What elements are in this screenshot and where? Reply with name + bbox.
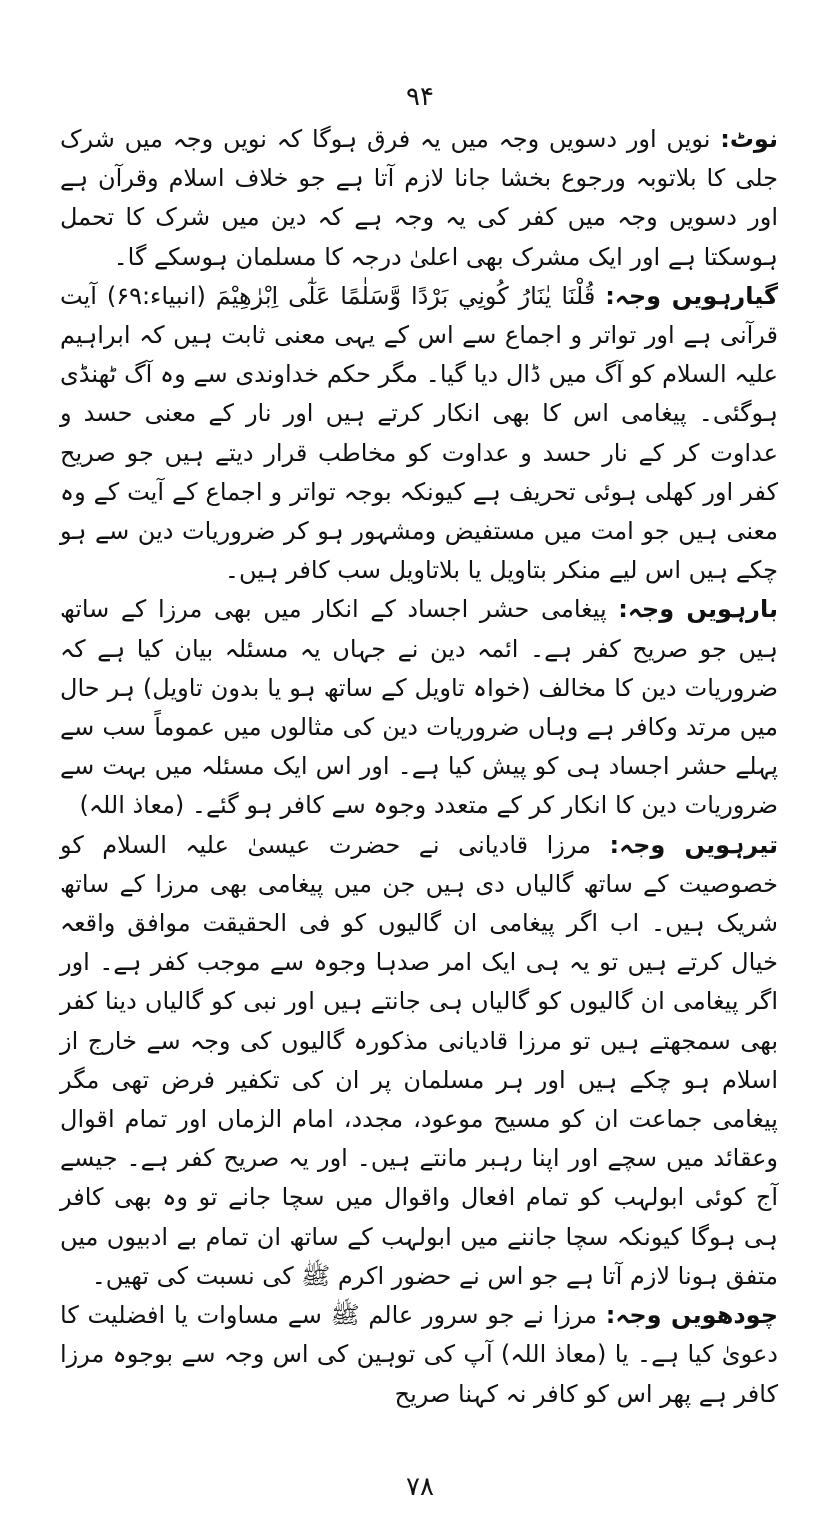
paragraph-thirteenth-reason	[60, 826, 778, 1296]
paragraph-body: مرزا قادیانی نے حضرت عیسیٰ علیہ السلام کو خصوصیت کے ساتھ گالیاں دی ہیں جن میں پیغامی بھی مرزا کے ساتھ شریک ہیں۔ اب اگر پیغامی ان گالیوں کو فی الحقیقت موافق واقعہ خیال کرتے ہیں تو یہ ہی ایک امر صدہا وجوہ سے موجب کفر ہے۔ اور اگر پیغامی ان گالیوں کو گالیاں ہی جانتے ہیں اور نبی کو گالیاں دینا کفر بھی سمجھتے ہیں تو مرزا قادیانی مذکورہ گالیوں کی وجہ سے خارج از اسلام ہو چکے ہیں اور ہر مسلمان پر ان کی تکفیر فرض تھی مگر پیغامی جماعت ان کو مسیح موعود، مجدد، امام الزماں اور تمام اقوال وعقائد میں سچے اور اپنا رہبر مانتے ہیں۔ اور یہ صریح کفر ہے۔ جیسے آج کوئی ابولہب کو تمام افعال واقوال میں سچا جانے تو وہ بھی کافر ہی ہوگا کیونکہ سچا جاننے میں ابولہب کے ساتھ ان تمام بے ادبیوں میں متفق ہونا لازم آتا ہے جو اس نے حضور اکرم ﷺ کی نسبت کی تھیں۔	[60, 830, 778, 1290]
paragraph-label: گیارہویں وجہ:	[605, 281, 779, 310]
body-text	[60, 120, 778, 1414]
paragraph-label: بارہویں وجہ:	[618, 595, 778, 624]
paragraph-label: تیرہویں وجہ:	[609, 830, 778, 859]
page-number-bottom: ۷۸	[406, 1472, 434, 1502]
paragraph-body: مرزا نے جو سرور عالم ﷺ سے مساوات یا افضلیت کا دعویٰ کیا ہے۔ یا (معاذ اللہ) آپ کی توہین کی اس وجہ سے بوجوہ مرزا کافر ہے پھر اس کو کافر نہ کہنا صریح	[60, 1301, 778, 1408]
paragraph-body: نویں اور دسویں وجہ میں یہ فرق ہوگا کہ نویں وجہ میں شرک جلی کا بلاتوبہ ورجوع بخشا جانا لازم آتا ہے جو خلاف اسلام وقرآن ہے اور دسویں وجہ میں کفر کی یہ وجہ ہے کہ دین میں شرک کا تحمل ہوسکتا ہے اور ایک مشرک بھی اعلیٰ درجہ کا مسلمان ہوسکے گا۔	[60, 125, 778, 271]
paragraph-label: نوٹ:	[720, 125, 778, 153]
page-number-top: ۹۴	[406, 82, 434, 112]
paragraph-twelfth-reason	[60, 590, 778, 825]
paragraph-body: قُلْنَا يٰنَارُ كُونِي بَرْدًا وَّسَلٰمًا عَلٰٓى اِبْرٰهِيْمَ (انبیاء:۶۹) آیت قرآنی ہے اور تواتر و اجماع سے اس کے یہی معنی ثابت ہیں کہ ابراہیم علیہ السلام کو آگ میں ڈال دیا گیا۔ مگر حکم خداوندی سے وہ آگ ٹھنڈی ہوگئی۔ پیغامی اس کا بھی انکار کرتے ہیں اور نار کے معنی حسد و عداوت کر کے نار حسد و عداوت کو مخاطب قرار دیتے ہیں جو صریح کفر اور کھلی ہوئی تحریف ہے کیونکہ بوجہ تواتر و اجماع کے آیت کے وہ معنی ہیں جو امت میں مستفیض ومشہور ہو کر ضروریات دین سے ہو چکے ہیں اس لیے منکر بتاویل یا بلاتاویل سب کافر ہیں۔	[60, 281, 778, 585]
paragraph-fourteenth-reason	[60, 1296, 778, 1414]
paragraph-label: چودھویں وجہ:	[605, 1301, 778, 1330]
paragraph-eleventh-reason	[60, 277, 778, 591]
paragraph-body: پیغامی حشر اجساد کے انکار میں بھی مرزا کے ساتھ ہیں جو صریح کفر ہے۔ ائمہ دین نے جہاں یہ مسئلہ بیان کیا ہے کہ ضروریات دین کا مخالف (خواہ تاویل کے ساتھ ہو یا بدون تاویل) ہر حال میں مرتد وکافر ہے وہاں ضروریات دین کی مثالوں میں عموماً سب سے پہلے حشر اجساد ہی کو پیش کیا ہے۔ اور اس ایک مسئلہ میں بہت سے ضروریات دین کا انکار کر کے متعدد وجوہ سے کافر ہو گئے۔ (معاذ اللہ)	[60, 595, 778, 820]
paragraph-note	[60, 120, 778, 277]
